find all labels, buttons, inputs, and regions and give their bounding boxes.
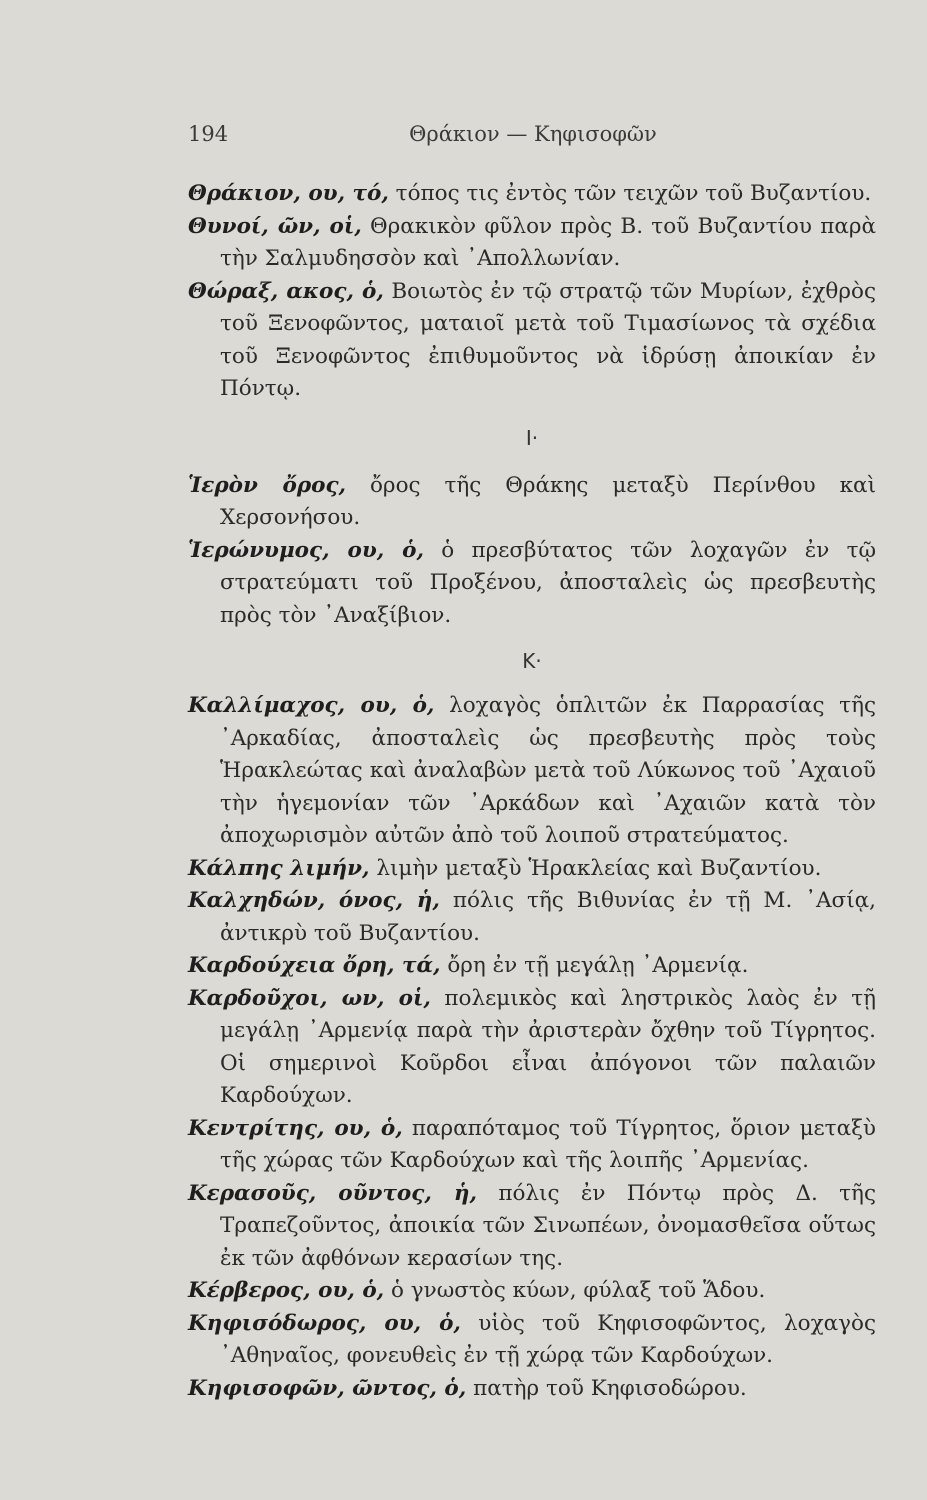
entry-headword: Θώραξ, ακος, ὁ, [188,278,384,304]
entry-headword: Καλλίμαχος, ου, ὁ, [188,693,435,718]
glossary-entry [188,853,876,886]
entry-headword: Κέρβερος, ου, ὁ, [188,1278,385,1303]
glossary-body [188,178,876,1405]
entry-headword: Καρδούχεια ὄρη, τά, [188,953,441,978]
glossary-entry [188,885,876,950]
glossary-entry [188,1373,876,1406]
glossary-entry [188,1113,876,1178]
running-title: Θράκιον — Κηφισοφῶν [409,122,657,146]
entry-definition: ὁ γνωστὸς κύων, φύλαξ τοῦ Ἅδου. [384,1278,766,1303]
glossary-entry [188,1178,876,1276]
entry-definition: λοχαγὸς ὁπλιτῶν ἐκ Παρρασίας τῆς ᾿Αρκαδίας, ἀποσταλεὶς ὡς πρεσβευτὴς πρὸς τοὺς Ἡρακλεώτας καὶ ἀναλαβὼν μετὰ τοῦ Λύκωνος τοῦ ᾿Αχαιοῦ τὴν ἡγεμονίαν τῶν ᾿Αρκάδων καὶ ᾿Αχαιῶν κατὰ τὸν ἀποχωρισμὸν αὐτῶν ἀπὸ τοῦ λοιποῦ στρατεύματος. [220,693,877,848]
entry-headword: Καρδοῦχοι, ων, οἱ, [188,985,431,1011]
entry-headword: Κάλπης λιμήν, [188,855,370,881]
glossary-entry [188,690,876,853]
entry-definition: πόλις τῆς Βιθυνίας ἐν τῇ Μ. ᾿Ασίᾳ, ἀντικρὺ τοῦ Βυζαντίου. [220,888,876,946]
entry-definition: ὄρη ἐν τῇ μεγάλῃ ᾿Αρμενίᾳ. [440,953,749,978]
entry-headword: Καλχηδών, όνος, ἡ, [188,888,440,913]
entry-definition: πατὴρ τοῦ Κηφισοδώρου. [466,1375,747,1401]
glossary-entry [188,211,876,276]
entry-definition: ὁ πρεσβύτατος τῶν λοχαγῶν ἐν τῷ στρατεύματι τοῦ Προξένου, ἀποσταλεὶς ὡς πρεσβευτὴς πρὸς τὸν ᾿Αναξίβιον. [220,537,876,628]
entry-definition: Βοιωτὸς ἐν τῷ στρατῷ τῶν Μυρίων, ἐχθρὸς τοῦ Ξενοφῶντος, ματαιοῖ μετὰ τοῦ Τιμασίωνος τὰ σχέδια τοῦ Ξενοφῶντος ἐπιθυμοῦντος νὰ ἱδρύσῃ ἀποικίαν ἐν Πόντῳ. [220,278,876,401]
entry-definition: Θρακικὸν φῦλον πρὸς Β. τοῦ Βυζαντίου παρὰ τὴν Σαλμυδησσὸν καὶ ᾿Απολλωνίαν. [220,213,876,271]
entry-definition: τόπος τις ἐντὸς τῶν τειχῶν τοῦ Βυζαντίου. [388,181,872,206]
entry-headword: Θυνοί, ῶν, οἱ, [188,213,362,239]
glossary-entry [188,276,876,406]
glossary-entry [188,1308,876,1373]
entry-definition: πολεμικὸς καὶ ληστρικὸς λαὸς ἐν τῇ μεγάλῃ ᾿Αρμενίᾳ παρὰ τὴν ἀριστερὰν ὄχθην τοῦ Τίγρητος. Οἱ σημερινοὶ Κοῦρδοι εἶναι ἀπόγονοι τῶν παλαιῶν Καρδούχων. [220,985,877,1108]
section-letter-k: Κ· [522,649,542,673]
entry-headword: Θράκιον, ου, τό, [188,181,389,206]
entry-definition: παραπόταμος τοῦ Τίγρητος, ὅριον μεταξὺ τῆς χώρας τῶν Καρδούχων καὶ τῆς λοιπῆς ᾿Αρμενίας. [220,1115,876,1173]
glossary-entry [188,1275,876,1308]
page-number: 194 [188,122,229,146]
entry-headword: Ἱερὸν ὄρος, [188,472,347,498]
glossary-entry [188,178,876,211]
glossary-entry [188,470,876,535]
entry-headword: Κεντρίτης, ου, ὁ, [188,1115,403,1141]
glossary-entry [188,535,876,633]
entry-definition: λιμὴν μεταξὺ Ἡρακλείας καὶ Βυζαντίου. [369,855,822,881]
entry-headword: Κηφισόδωρος, ου, ὁ, [188,1310,461,1336]
entry-headword: Κερασοῦς, οῦντος, ἡ, [188,1180,477,1206]
glossary-entry [188,950,876,983]
entry-definition: πόλις ἐν Πόντῳ πρὸς Δ. τῆς Τραπεζοῦντος, ἀποικία τῶν Σινωπέων, ὀνομασθεῖσα οὕτως ἐκ τῶν ἀφθόνων κερασίων της. [220,1180,876,1271]
glossary-entry [188,983,876,1113]
entry-definition: ὄρος τῆς Θράκης μεταξὺ Περίνθου καὶ Χερσονήσου. [220,472,876,530]
section-letter-i: Ι· [525,425,539,450]
entry-headword: Ἱερώνυμος, ου, ὁ, [188,537,424,563]
entry-definition: υἱὸς τοῦ Κηφισοφῶντος, λοχαγὸς ᾿Αθηναῖος, φονευθεὶς ἐν τῇ χώρᾳ τῶν Καρδούχων. [220,1310,876,1368]
entry-headword: Κηφισοφῶν, ῶντος, ὁ, [188,1375,467,1401]
